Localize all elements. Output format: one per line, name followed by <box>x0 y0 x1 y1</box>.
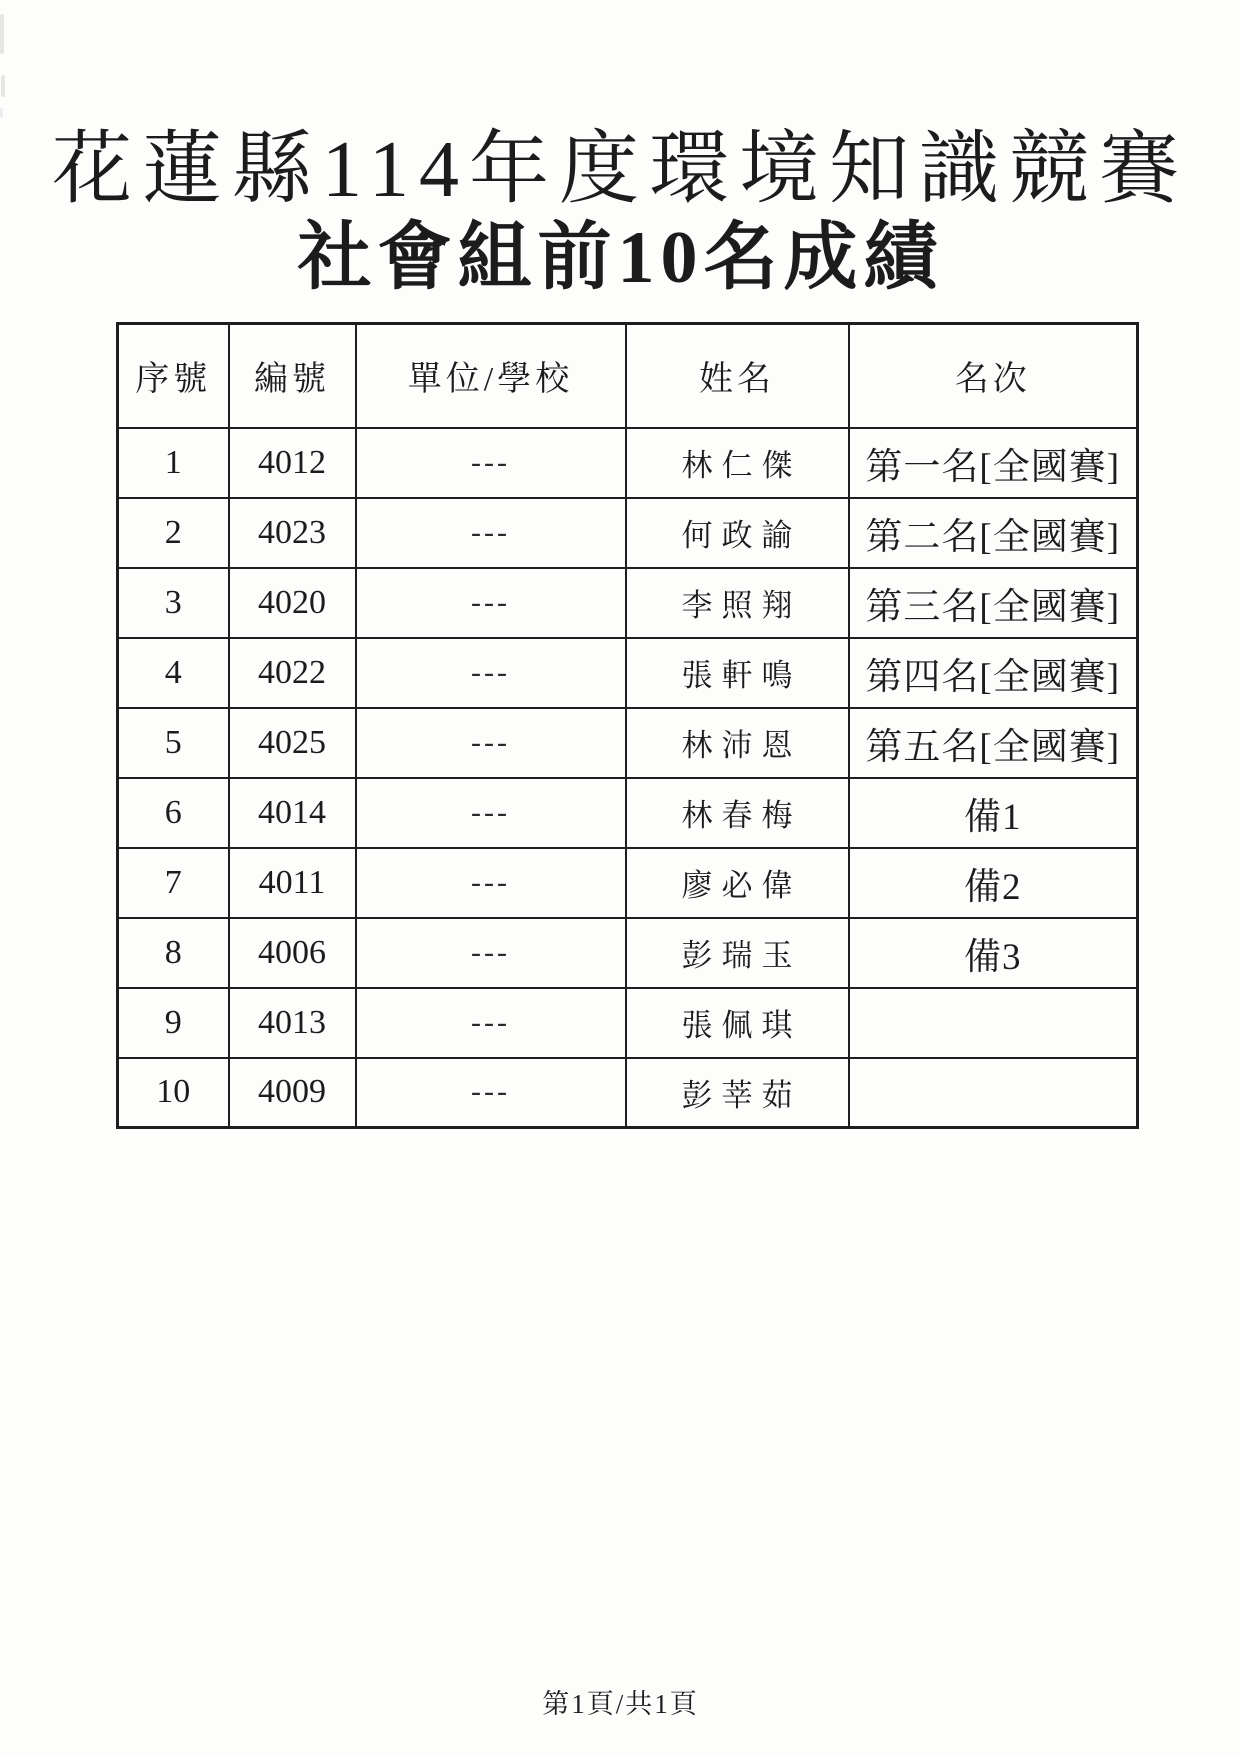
cell-rank: 備2 <box>849 848 1138 918</box>
table-row <box>118 848 1138 918</box>
cell-code: 4025 <box>229 708 356 778</box>
cell-rank: 備1 <box>849 778 1138 848</box>
table-header-row <box>118 324 1138 428</box>
cell-seq: 6 <box>118 778 229 848</box>
cell-seq: 2 <box>118 498 229 568</box>
cell-org: --- <box>356 428 626 498</box>
table-row <box>118 708 1138 778</box>
cell-rank: 第四名[全國賽] <box>849 638 1138 708</box>
cell-rank: 第一名[全國賽] <box>849 428 1138 498</box>
cell-name: 何政諭 <box>626 498 849 568</box>
table-row <box>118 498 1138 568</box>
cell-org: --- <box>356 988 626 1058</box>
table-row <box>118 428 1138 498</box>
cell-org: --- <box>356 638 626 708</box>
results-table <box>116 322 1139 1129</box>
table-row <box>118 568 1138 638</box>
cell-org: --- <box>356 498 626 568</box>
cell-name: 彭莘茹 <box>626 1058 849 1128</box>
col-header-code: 編號 <box>229 324 356 428</box>
cell-name: 廖必偉 <box>626 848 849 918</box>
cell-rank: 第三名[全國賽] <box>849 568 1138 638</box>
cell-seq: 4 <box>118 638 229 708</box>
cell-code: 4006 <box>229 918 356 988</box>
cell-name: 林沛恩 <box>626 708 849 778</box>
cell-code: 4011 <box>229 848 356 918</box>
document-title-line2: 社會組前10名成績 <box>297 217 944 299</box>
cell-seq: 1 <box>118 428 229 498</box>
cell-seq: 5 <box>118 708 229 778</box>
cell-seq: 8 <box>118 918 229 988</box>
cell-org: --- <box>356 918 626 988</box>
cell-rank: 備3 <box>849 918 1138 988</box>
cell-org: --- <box>356 778 626 848</box>
cell-seq: 3 <box>118 568 229 638</box>
scan-artifact <box>0 14 4 54</box>
table-row <box>118 778 1138 848</box>
table-row <box>118 638 1138 708</box>
cell-rank <box>849 1058 1138 1128</box>
col-header-rank: 名次 <box>849 324 1138 428</box>
cell-name: 林仁傑 <box>626 428 849 498</box>
cell-code: 4020 <box>229 568 356 638</box>
cell-name: 張佩琪 <box>626 988 849 1058</box>
scan-artifact <box>1 75 5 97</box>
cell-code: 4013 <box>229 988 356 1058</box>
page-number: 第1頁/共1頁 <box>542 1689 699 1719</box>
cell-name: 李照翔 <box>626 568 849 638</box>
col-header-name: 姓名 <box>626 324 849 428</box>
cell-rank <box>849 988 1138 1058</box>
col-header-org: 單位/學校 <box>356 324 626 428</box>
cell-name: 張軒鳴 <box>626 638 849 708</box>
cell-org: --- <box>356 568 626 638</box>
document-title-line1: 花蓮縣114年度環境知識競賽 <box>51 126 1190 214</box>
cell-org: --- <box>356 1058 626 1128</box>
cell-rank: 第五名[全國賽] <box>849 708 1138 778</box>
cell-seq: 10 <box>118 1058 229 1128</box>
cell-name: 林春梅 <box>626 778 849 848</box>
cell-rank: 第二名[全國賽] <box>849 498 1138 568</box>
table-row <box>118 918 1138 988</box>
cell-org: --- <box>356 708 626 778</box>
cell-org: --- <box>356 848 626 918</box>
cell-code: 4009 <box>229 1058 356 1128</box>
col-header-seq: 序號 <box>118 324 229 428</box>
cell-code: 4023 <box>229 498 356 568</box>
cell-seq: 7 <box>118 848 229 918</box>
cell-code: 4022 <box>229 638 356 708</box>
cell-seq: 9 <box>118 988 229 1058</box>
cell-code: 4014 <box>229 778 356 848</box>
table-row <box>118 1058 1138 1128</box>
cell-code: 4012 <box>229 428 356 498</box>
cell-name: 彭瑞玉 <box>626 918 849 988</box>
table-row <box>118 988 1138 1058</box>
